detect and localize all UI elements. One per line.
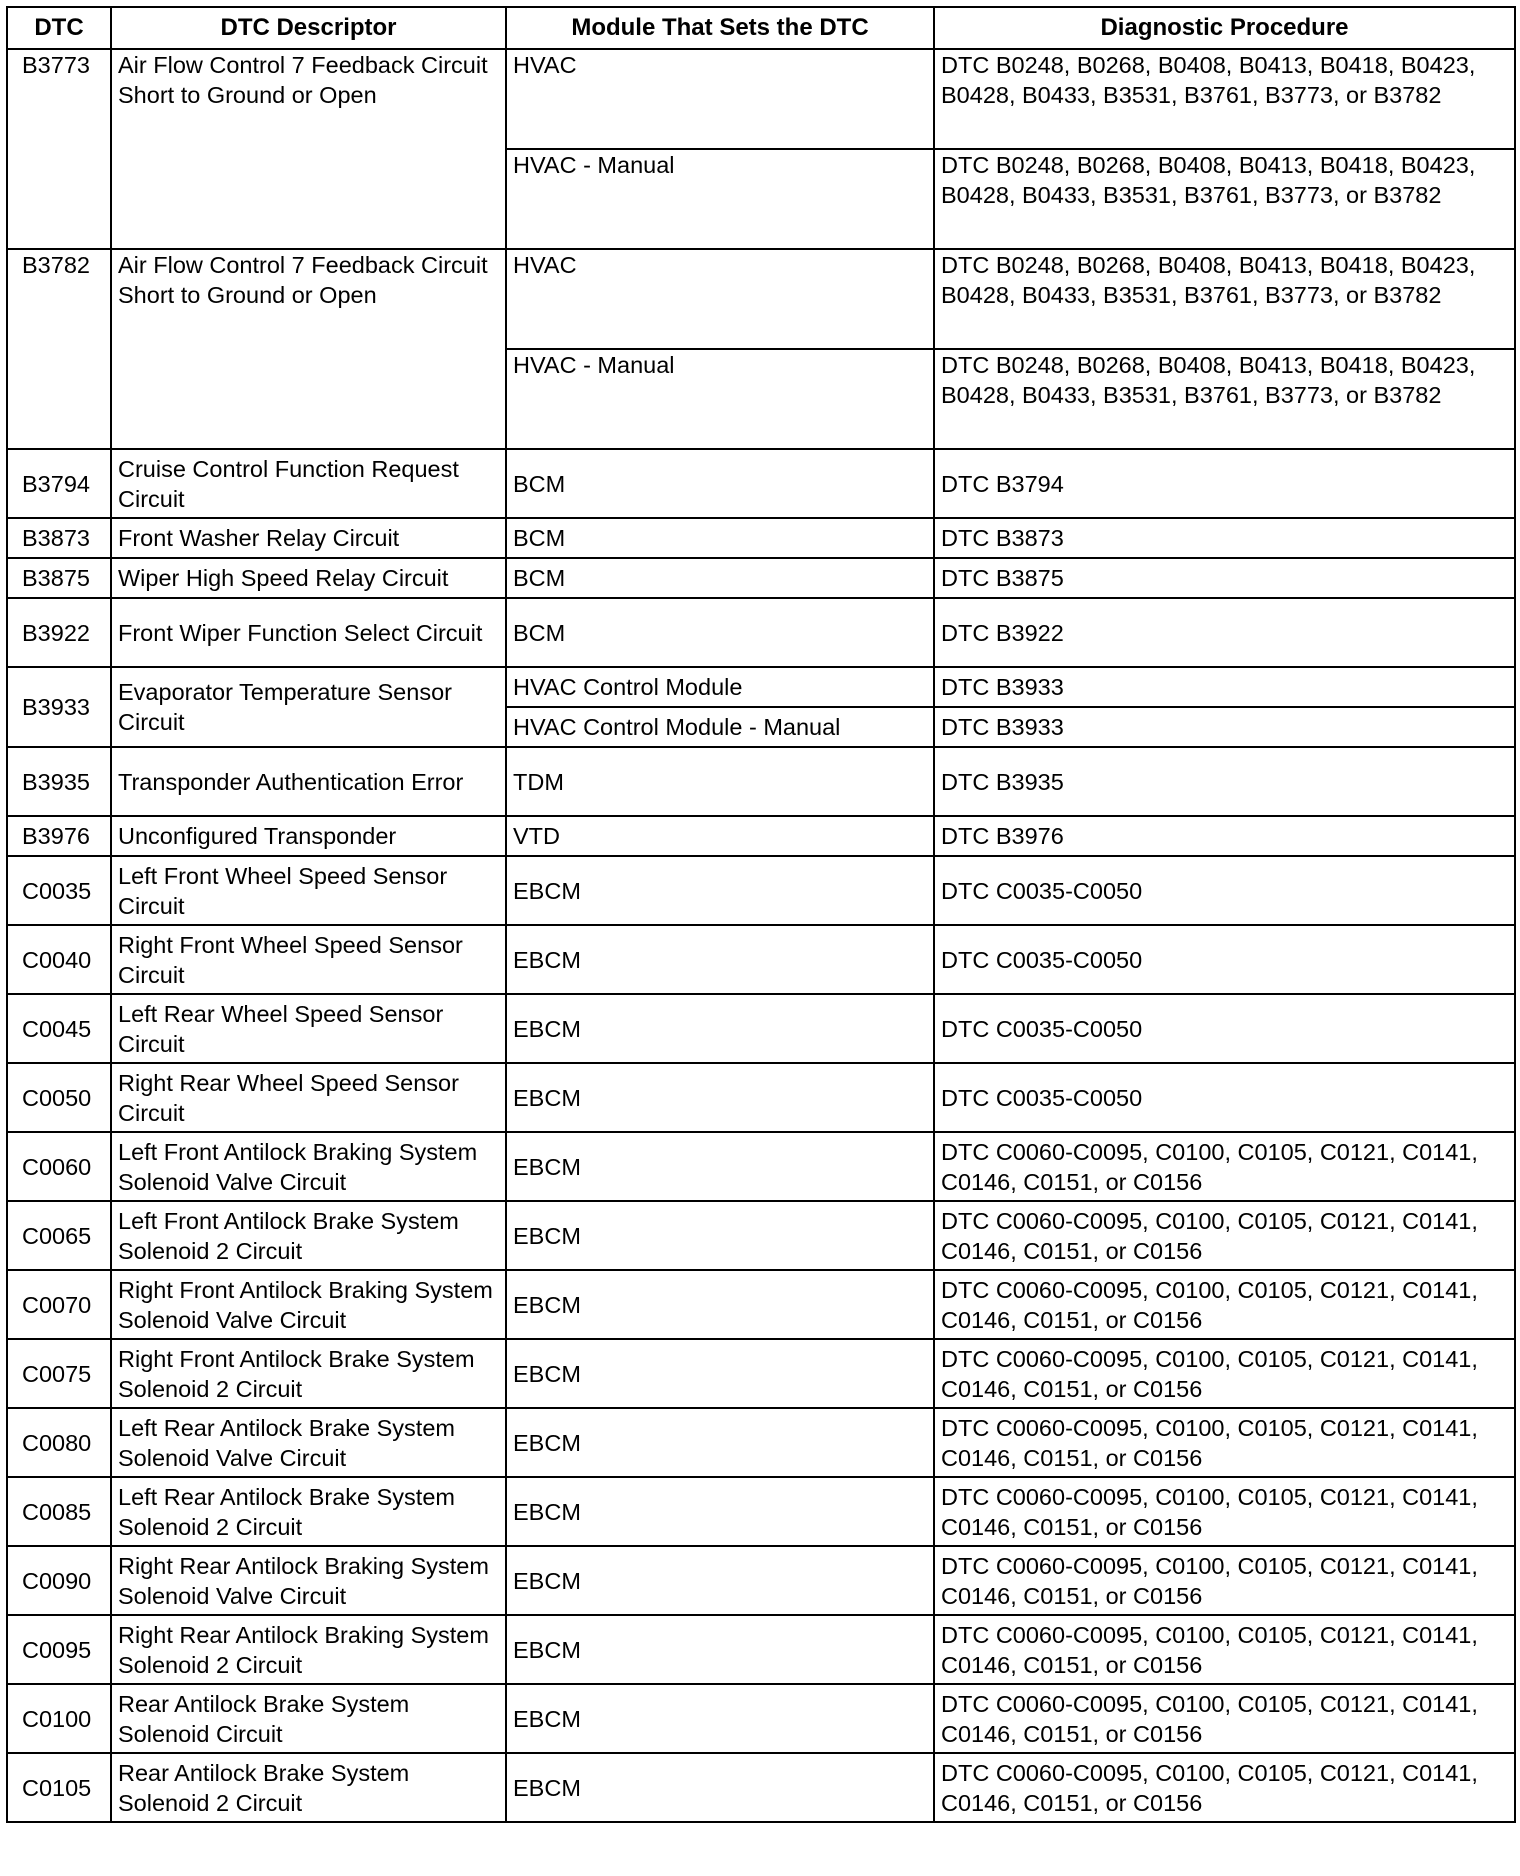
procedure-cell: DTC C0060-C0095, C0100, C0105, C0121, C0141, C0146, C0151, or C0156: [934, 1615, 1515, 1684]
dtc-descriptor-cell: Wiper High Speed Relay Circuit: [111, 558, 506, 598]
procedure-cell: DTC B3976: [934, 816, 1515, 856]
table-row: [7, 1270, 1515, 1339]
table-row: [7, 994, 1515, 1063]
module-cell: HVAC Control Module: [506, 667, 934, 707]
dtc-descriptor-cell: Air Flow Control 7 Feedback Circuit Short to Ground or Open: [111, 49, 506, 249]
procedure-cell: DTC B0248, B0268, B0408, B0413, B0418, B0423, B0428, B0433, B3531, B3761, B3773, or B3782: [934, 149, 1515, 249]
table-row: [7, 1063, 1515, 1132]
dtc-descriptor-cell: Left Front Wheel Speed Sensor Circuit: [111, 856, 506, 925]
table-row: [7, 667, 1515, 707]
procedure-cell: DTC B3935: [934, 747, 1515, 816]
dtc-code-cell: C0080: [7, 1408, 111, 1477]
dtc-descriptor-cell: Right Front Antilock Brake System Solenoid 2 Circuit: [111, 1339, 506, 1408]
dtc-descriptor-cell: Transponder Authentication Error: [111, 747, 506, 816]
table-row: [7, 518, 1515, 558]
procedure-cell: DTC B3875: [934, 558, 1515, 598]
module-cell: EBCM: [506, 1339, 934, 1408]
procedure-cell: DTC C0060-C0095, C0100, C0105, C0121, C0141, C0146, C0151, or C0156: [934, 1201, 1515, 1270]
header-row: [7, 7, 1515, 49]
module-cell: HVAC - Manual: [506, 349, 934, 449]
table-row: [7, 558, 1515, 598]
dtc-code-cell: C0095: [7, 1615, 111, 1684]
dtc-document: [6, 6, 1514, 1823]
module-cell: EBCM: [506, 1063, 934, 1132]
module-cell: HVAC: [506, 49, 934, 149]
module-cell: EBCM: [506, 856, 934, 925]
procedure-cell: DTC C0060-C0095, C0100, C0105, C0121, C0141, C0146, C0151, or C0156: [934, 1132, 1515, 1201]
table-body: [7, 49, 1515, 1822]
table-row: [7, 49, 1515, 149]
dtc-descriptor-cell: Evaporator Temperature Sensor Circuit: [111, 667, 506, 747]
module-cell: EBCM: [506, 925, 934, 994]
procedure-cell: DTC C0060-C0095, C0100, C0105, C0121, C0141, C0146, C0151, or C0156: [934, 1270, 1515, 1339]
table-row: [7, 747, 1515, 816]
procedure-cell: DTC C0035-C0050: [934, 856, 1515, 925]
header-dtc: DTC: [7, 7, 111, 49]
dtc-descriptor-cell: Left Front Antilock Braking System Solenoid Valve Circuit: [111, 1132, 506, 1201]
procedure-cell: DTC C0060-C0095, C0100, C0105, C0121, C0141, C0146, C0151, or C0156: [934, 1753, 1515, 1822]
procedure-cell: DTC C0035-C0050: [934, 925, 1515, 994]
module-cell: EBCM: [506, 1615, 934, 1684]
dtc-code-cell: B3933: [7, 667, 111, 747]
dtc-descriptor-cell: Left Front Antilock Brake System Solenoid 2 Circuit: [111, 1201, 506, 1270]
dtc-descriptor-cell: Cruise Control Function Request Circuit: [111, 449, 506, 518]
table-row: [7, 856, 1515, 925]
dtc-code-cell: C0035: [7, 856, 111, 925]
module-cell: EBCM: [506, 1132, 934, 1201]
module-cell: HVAC: [506, 249, 934, 349]
dtc-code-cell: B3935: [7, 747, 111, 816]
dtc-code-cell: B3922: [7, 598, 111, 667]
procedure-cell: DTC C0060-C0095, C0100, C0105, C0121, C0141, C0146, C0151, or C0156: [934, 1546, 1515, 1615]
dtc-code-cell: B3782: [7, 249, 111, 449]
header-module: Module That Sets the DTC: [506, 7, 934, 49]
dtc-code-cell: C0050: [7, 1063, 111, 1132]
dtc-code-cell: B3794: [7, 449, 111, 518]
module-cell: HVAC Control Module - Manual: [506, 707, 934, 747]
table-row: [7, 1684, 1515, 1753]
module-cell: EBCM: [506, 1408, 934, 1477]
table-row: [7, 1201, 1515, 1270]
dtc-descriptor-cell: Right Rear Antilock Braking System Solenoid 2 Circuit: [111, 1615, 506, 1684]
dtc-descriptor-cell: Left Rear Antilock Brake System Solenoid 2 Circuit: [111, 1477, 506, 1546]
header-descriptor: DTC Descriptor: [111, 7, 506, 49]
module-cell: TDM: [506, 747, 934, 816]
dtc-descriptor-cell: Left Rear Wheel Speed Sensor Circuit: [111, 994, 506, 1063]
procedure-cell: DTC B3794: [934, 449, 1515, 518]
dtc-descriptor-cell: Right Rear Antilock Braking System Solenoid Valve Circuit: [111, 1546, 506, 1615]
dtc-descriptor-cell: Air Flow Control 7 Feedback Circuit Short to Ground or Open: [111, 249, 506, 449]
module-cell: BCM: [506, 598, 934, 667]
dtc-table: [6, 6, 1516, 1823]
procedure-cell: DTC B0248, B0268, B0408, B0413, B0418, B0423, B0428, B0433, B3531, B3761, B3773, or B3782: [934, 249, 1515, 349]
dtc-descriptor-cell: Unconfigured Transponder: [111, 816, 506, 856]
table-row: [7, 1408, 1515, 1477]
dtc-code-cell: C0045: [7, 994, 111, 1063]
dtc-code-cell: B3875: [7, 558, 111, 598]
procedure-cell: DTC C0035-C0050: [934, 994, 1515, 1063]
table-row: [7, 1546, 1515, 1615]
dtc-descriptor-cell: Left Rear Antilock Brake System Solenoid Valve Circuit: [111, 1408, 506, 1477]
dtc-code-cell: C0100: [7, 1684, 111, 1753]
dtc-code-cell: C0090: [7, 1546, 111, 1615]
table-row: [7, 925, 1515, 994]
module-cell: EBCM: [506, 994, 934, 1063]
module-cell: EBCM: [506, 1546, 934, 1615]
procedure-cell: DTC B3933: [934, 707, 1515, 747]
module-cell: EBCM: [506, 1477, 934, 1546]
dtc-code-cell: C0105: [7, 1753, 111, 1822]
dtc-code-cell: B3873: [7, 518, 111, 558]
table-row: [7, 1477, 1515, 1546]
module-cell: HVAC - Manual: [506, 149, 934, 249]
dtc-code-cell: B3773: [7, 49, 111, 249]
module-cell: EBCM: [506, 1201, 934, 1270]
dtc-descriptor-cell: Rear Antilock Brake System Solenoid Circuit: [111, 1684, 506, 1753]
module-cell: EBCM: [506, 1753, 934, 1822]
dtc-code-cell: B3976: [7, 816, 111, 856]
module-cell: VTD: [506, 816, 934, 856]
table-row: [7, 816, 1515, 856]
dtc-code-cell: C0065: [7, 1201, 111, 1270]
procedure-cell: DTC B3922: [934, 598, 1515, 667]
dtc-code-cell: C0075: [7, 1339, 111, 1408]
dtc-descriptor-cell: Front Wiper Function Select Circuit: [111, 598, 506, 667]
dtc-code-cell: C0060: [7, 1132, 111, 1201]
procedure-cell: DTC C0035-C0050: [934, 1063, 1515, 1132]
module-cell: BCM: [506, 518, 934, 558]
dtc-descriptor-cell: Rear Antilock Brake System Solenoid 2 Circuit: [111, 1753, 506, 1822]
table-row: [7, 1132, 1515, 1201]
dtc-descriptor-cell: Right Front Wheel Speed Sensor Circuit: [111, 925, 506, 994]
table-row: [7, 1339, 1515, 1408]
dtc-descriptor-cell: Right Front Antilock Braking System Solenoid Valve Circuit: [111, 1270, 506, 1339]
module-cell: BCM: [506, 558, 934, 598]
table-row: [7, 449, 1515, 518]
procedure-cell: DTC B0248, B0268, B0408, B0413, B0418, B0423, B0428, B0433, B3531, B3761, B3773, or B3782: [934, 349, 1515, 449]
dtc-code-cell: C0070: [7, 1270, 111, 1339]
procedure-cell: DTC C0060-C0095, C0100, C0105, C0121, C0141, C0146, C0151, or C0156: [934, 1477, 1515, 1546]
table-row: [7, 598, 1515, 667]
procedure-cell: DTC B0248, B0268, B0408, B0413, B0418, B0423, B0428, B0433, B3531, B3761, B3773, or B3782: [934, 49, 1515, 149]
dtc-descriptor-cell: Front Washer Relay Circuit: [111, 518, 506, 558]
table-row: [7, 249, 1515, 349]
table-row: [7, 1753, 1515, 1822]
procedure-cell: DTC C0060-C0095, C0100, C0105, C0121, C0141, C0146, C0151, or C0156: [934, 1408, 1515, 1477]
dtc-code-cell: C0085: [7, 1477, 111, 1546]
module-cell: EBCM: [506, 1270, 934, 1339]
dtc-code-cell: C0040: [7, 925, 111, 994]
table-row: [7, 1615, 1515, 1684]
module-cell: BCM: [506, 449, 934, 518]
procedure-cell: DTC B3933: [934, 667, 1515, 707]
procedure-cell: DTC C0060-C0095, C0100, C0105, C0121, C0141, C0146, C0151, or C0156: [934, 1684, 1515, 1753]
procedure-cell: DTC B3873: [934, 518, 1515, 558]
module-cell: EBCM: [506, 1684, 934, 1753]
procedure-cell: DTC C0060-C0095, C0100, C0105, C0121, C0141, C0146, C0151, or C0156: [934, 1339, 1515, 1408]
dtc-descriptor-cell: Right Rear Wheel Speed Sensor Circuit: [111, 1063, 506, 1132]
header-procedure: Diagnostic Procedure: [934, 7, 1515, 49]
